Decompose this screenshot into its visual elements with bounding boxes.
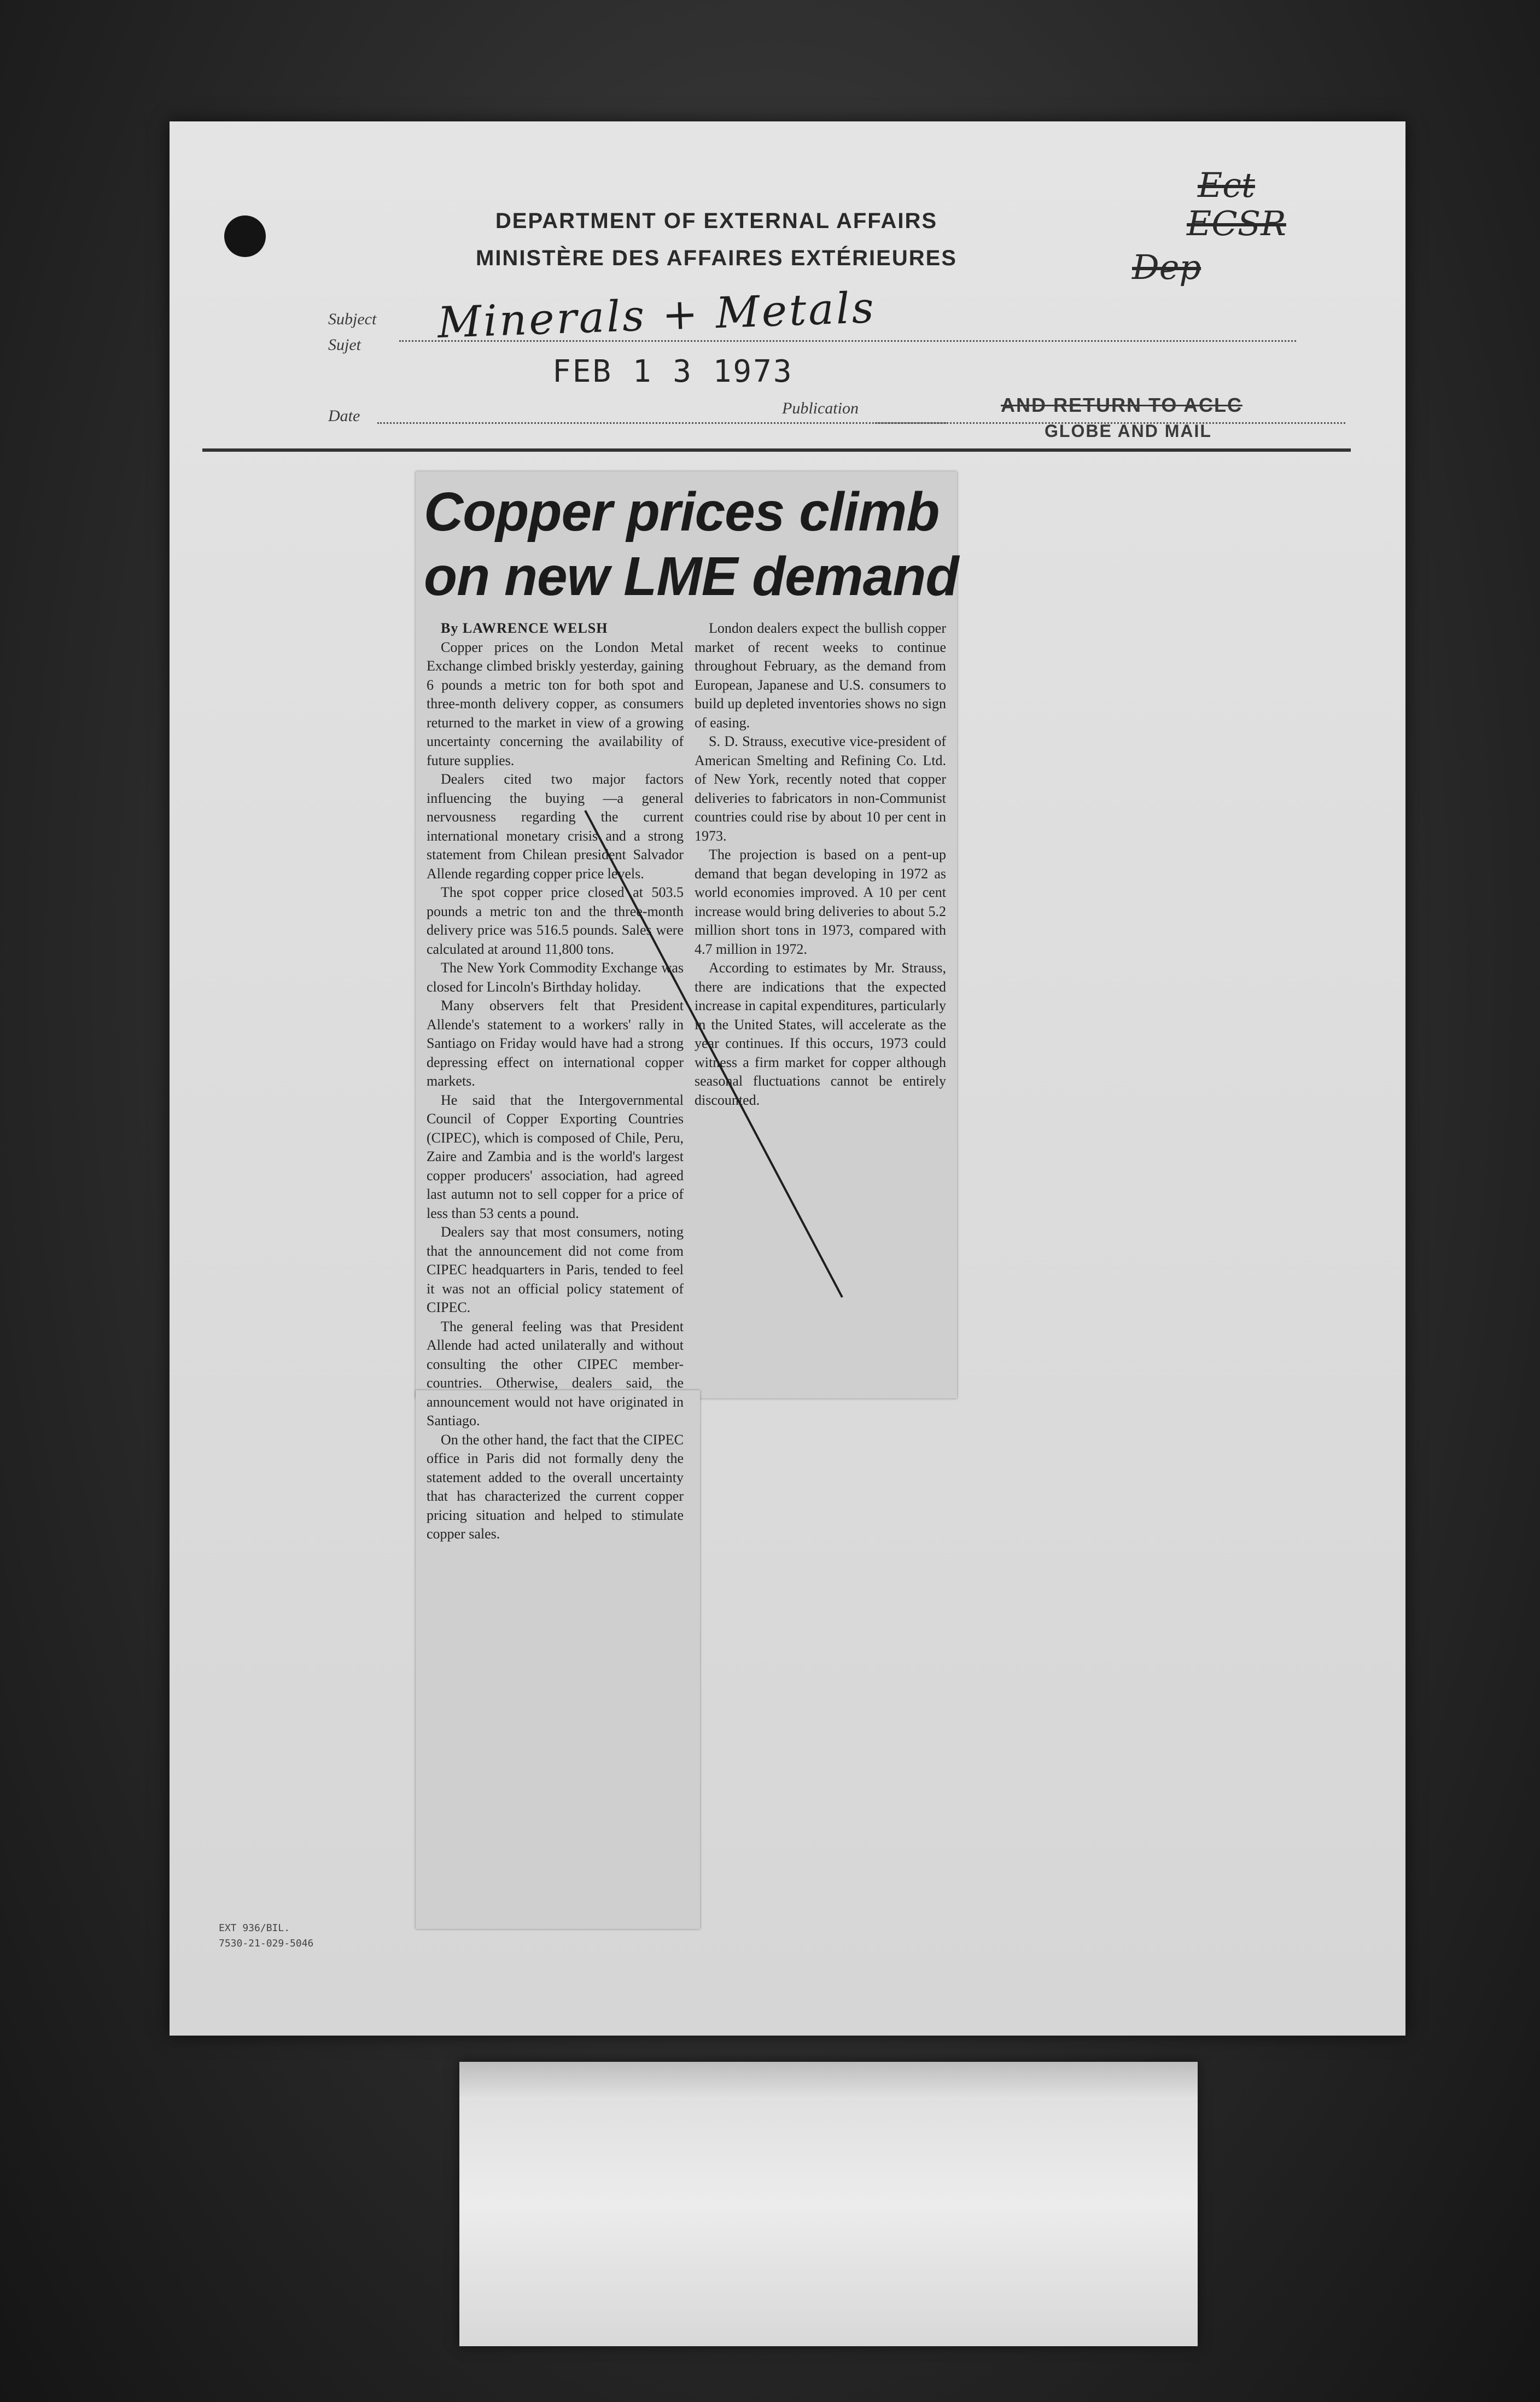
byline: By LAWRENCE WELSH — [441, 620, 608, 636]
article-paragraph: Dealers say that most consumers, noting that the announcement did not come from CIPEC headquarters in Paris, tended to feel it was not an official policy statement of CIPEC. — [427, 1224, 684, 1315]
date-stamp: FEB 1 3 1973 — [552, 354, 794, 389]
article-paragraph: London dealers expect the bullish copper market of recent weeks to continue throughout February, as the demand from European, Japanese and U.S. consumers to build up depleted inventories shows no sign of easing. — [695, 620, 946, 731]
article-paragraph: He said that the Intergovernmental Council of Copper Exporting Countries (CIPEC), which is composed of Chile, Peru, Zaire and Zambia and is the world's largest copper producers' association, had agreed last autumn not to sell copper for a price of less than 53 cents a pound. — [427, 1092, 684, 1221]
publication-struck-stamp: AND RETURN TO ACLC — [1001, 394, 1242, 416]
subject-label: Subject — [328, 310, 377, 328]
publication-label: Publication — [782, 399, 859, 417]
envelope — [459, 2062, 1198, 2346]
article-paragraph: The spot copper price closed at 503.5 pounds a metric ton and the three-month delivery price was 516.5 pounds. Sales were calculated at around 11,800 tons. — [427, 884, 684, 957]
corner-note: ECSR — [1187, 203, 1286, 243]
article-paragraph: On the other hand, the fact that the CIPEC office in Paris did not formally deny the statement added to the overall uncertainty that has characterized the current copper pricing situation and helped to stimulate copper sales. — [427, 1431, 684, 1542]
date-label: Date — [328, 407, 360, 425]
article-paragraph: The projection is based on a pent-up demand that began developing in 1972 as world economies improved. A 10 per cent increase would bring deliveries to about 5.2 million short tons in 1973, compared with 4.7 million in 1972. — [695, 847, 946, 957]
headline-line: Copper prices climb — [424, 481, 940, 543]
clipping-form-sheet — [170, 121, 1405, 2036]
corner-note: Ect — [1198, 165, 1255, 205]
pen-strike-line — [170, 121, 1405, 2036]
publication-value: GLOBE AND MAIL — [1045, 421, 1212, 441]
headline-line: on new LME demand — [424, 546, 959, 607]
article-paragraph: The general feeling was that President Allende had acted unilaterally and without consulting the other CIPEC member-countries. Otherwise, dealers said, the announcement would not have originated in Santiago. — [427, 1318, 684, 1429]
envelope-flap — [459, 2062, 1198, 2100]
corner-note: Dep — [1132, 247, 1201, 287]
form-code — [219, 1921, 313, 1951]
sujet-label: Sujet — [328, 336, 361, 354]
form-code-line: EXT 936/BIL. — [219, 1922, 290, 1934]
article-paragraph: According to estimates by Mr. Strauss, there are indications that the expected increase in capital expenditures, particularly in the United States, will accelerate as the year continues. If this occurs, 1973 could witness a firm market for copper although seasonal fluctuations cannot be entirely discounted. — [695, 960, 946, 1108]
subject-value: Minerals + Metals — [436, 283, 877, 348]
article-paragraph: S. D. Strauss, executive vice-president of American Smelting and Refining Co. Ltd. of New York, recently noted that copper deliveries to fabricators in non-Communist countries could rise by about 10 per cent in 1973. — [695, 733, 946, 844]
article-paragraph: Many observers felt that President Allende's statement to a workers' rally in Santiago on Friday would have had a strong depressing effect on international copper markets. — [427, 998, 684, 1089]
department-title-en: DEPARTMENT OF EXTERNAL AFFAIRS — [495, 209, 938, 233]
article-paragraph: Dealers cited two major factors influencing the buying —a general nervousness regarding the current international monetary crisis and a strong statement from Chilean president Salvador Allende regarding copper price levels. — [427, 771, 684, 882]
form-code-line: 7530-21-029-5046 — [219, 1938, 314, 1949]
article-paragraph: Copper prices on the London Metal Exchange climbed briskly yesterday, gaining 6 pounds a metric ton for both spot and three-month delivery copper, as consumers returned to the market in view of a growing uncertainty concerning the availability of future supplies. — [427, 639, 684, 768]
department-title-fr: MINISTÈRE DES AFFAIRES EXTÉRIEURES — [476, 246, 957, 270]
article-paragraph: The New York Commodity Exchange was closed for Lincoln's Birthday holiday. — [427, 960, 684, 995]
